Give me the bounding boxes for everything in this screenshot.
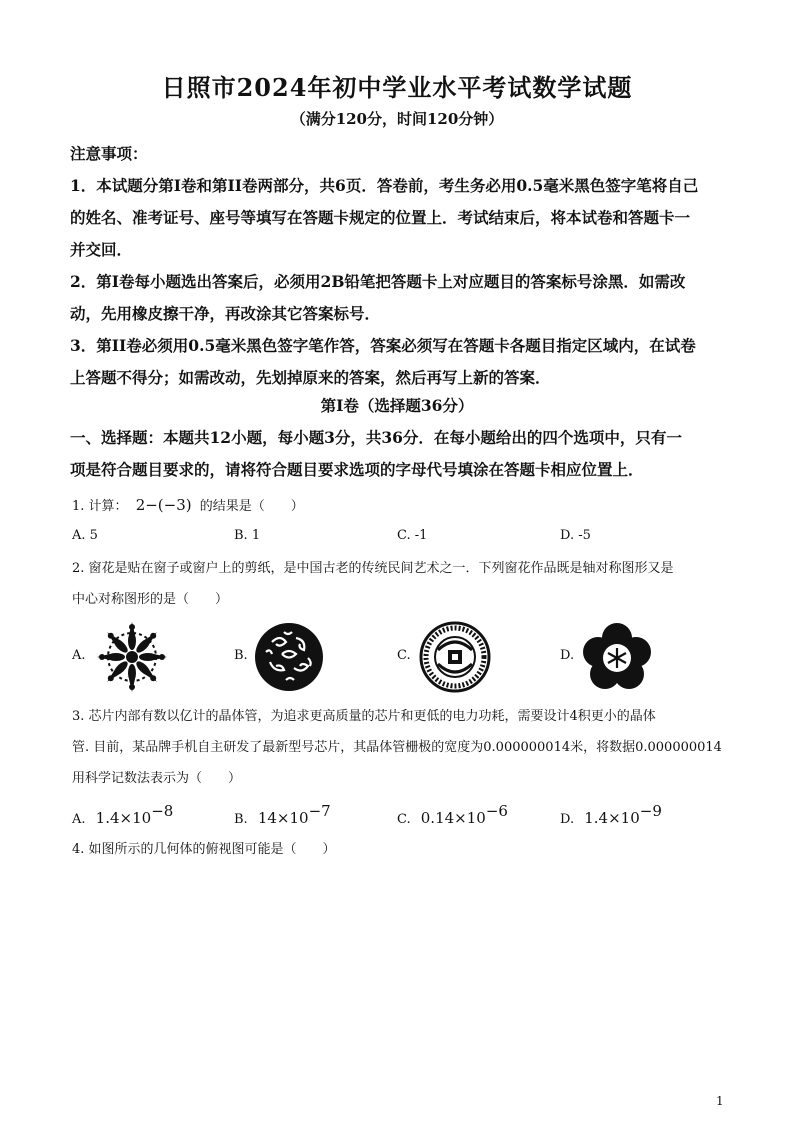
notes-line: 上答题不得分；如需改动，先划掉原来的答案，然后再写上新的答案． <box>70 368 551 387</box>
q1-option-b: B. 1 <box>234 528 261 543</box>
q1-option-c: C. -1 <box>397 528 428 543</box>
q1-option-a: A. 5 <box>72 528 98 543</box>
q3-option-b: B. $14\times 10^{-7}$ <box>234 802 331 827</box>
q2-option-c-label: C. <box>397 648 411 663</box>
question-2-line: 2. 窗花是贴在窗子或窗户上的剪纸，是中国古老的传统民间艺术之一．下列窗花作品既是轴对称图形又是 <box>72 561 674 576</box>
question-3-line: 3. 芯片内部有数以亿计的晶体管，为追求更高质量的芯片和更低的电力功耗，需要设计4积更小的晶体 <box>72 709 656 724</box>
question-1-suffix: 的结果是（ ） <box>199 499 304 514</box>
question-2-line: 中心对称图形的是（ ） <box>72 592 229 607</box>
q3-option-c: C. $0.14\times 10^{-6}$ <box>397 802 508 827</box>
question-4: 4. 如图所示的几何体的俯视图可能是（ ） <box>72 842 336 857</box>
notes-line: 的姓名、准考证号、座号等填写在答题卡规定的位置上．考试结束后，将本试卷和答题卡一 <box>70 208 691 227</box>
notes-heading: 注意事项： <box>70 144 148 163</box>
q1-option-d: D. -5 <box>560 528 591 543</box>
question-1 <box>72 495 304 514</box>
q3-option-a: A. $1.4\times 10^{-8}$ <box>72 802 174 827</box>
page-title: 日照市2024年初中学业水平考试数学试题 <box>161 73 633 102</box>
section-instructions-line: 一、选择题：本题共12小题，每小题3分，共36分．在每小题给出的四个选项中，只有一 <box>70 428 682 447</box>
notes-line: 3．第II卷必须用0.5毫米黑色签字笔作答，答案必须写在答题卡各题目指定区域内，在试卷 <box>70 336 696 355</box>
notes-line: 1．本试题分第I卷和第II卷两部分，共6页．答卷前，考生务必用0.5毫米黑色签字笔将自己 <box>70 176 699 195</box>
window-flower-b-image <box>252 620 326 694</box>
section-title: 第I卷（选择题36分） <box>320 396 474 415</box>
exam-subtitle: （满分120分，时间120分钟） <box>290 110 504 128</box>
window-flower-a-image <box>95 620 169 694</box>
notes-line: 2．第I卷每小题选出答案后，必须用2B铅笔把答题卡上对应题目的答案标号涂黑．如需改 <box>70 272 686 291</box>
q2-option-d-label: D. <box>560 648 575 663</box>
section-instructions-line: 项是符合题目要求的，请将符合题目要求选项的字母代号填涂在答题卡相应位置上． <box>70 460 644 479</box>
question-3-line: 用科学记数法表示为（ ） <box>72 771 242 786</box>
q2-option-a-label: A. <box>72 648 86 663</box>
q2-option-b-label: B. <box>234 648 248 663</box>
window-flower-c-image <box>418 620 492 694</box>
window-flower-d-image <box>578 618 656 696</box>
page-number: 1 <box>716 1094 724 1108</box>
q3-option-d: D. $1.4\times 10^{-9}$ <box>560 802 662 827</box>
question-1-prefix: 1. 计算： <box>72 499 128 514</box>
question-3-line: 管. 目前，某品牌手机自主研发了最新型号芯片，其晶体管栅极的宽度为0.000000014米，将数据0.000000014 <box>72 740 722 755</box>
notes-line: 动，先用橡皮擦干净，再改涂其它答案标号． <box>70 304 381 323</box>
question-1-expression: 2−(−3) <box>135 496 192 514</box>
notes-line: 并交回． <box>70 240 133 259</box>
